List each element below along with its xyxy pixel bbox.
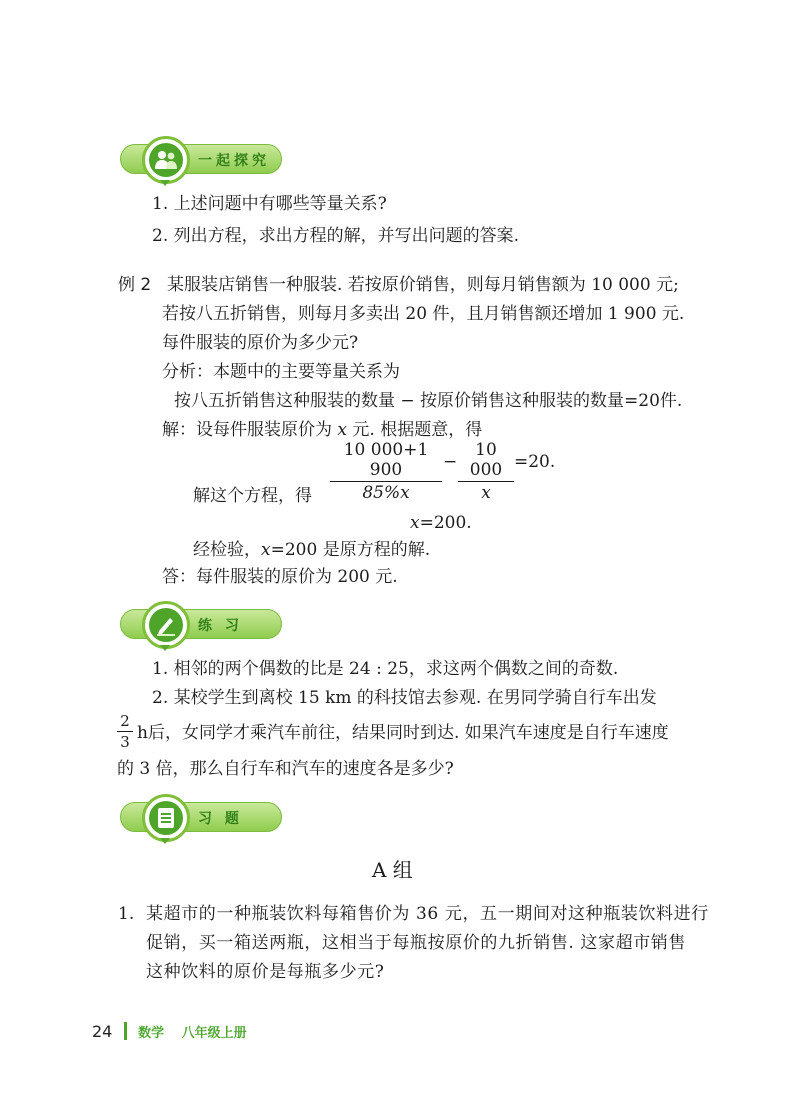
people-icon bbox=[142, 136, 190, 184]
exercise-1-line-3: 这种饮料的原价是每瓶多少元? bbox=[146, 962, 385, 982]
notebook-icon bbox=[142, 794, 190, 842]
example-problem-line-2: 若按八五折销售，则每月多卖出 20 件，且月销售额还增加 1 900 元. bbox=[162, 304, 685, 324]
practice-banner bbox=[120, 603, 282, 647]
exercises-banner bbox=[120, 796, 282, 840]
footer-subject: 数学 bbox=[138, 1026, 165, 1041]
equation-fraction-2: 10 000 x bbox=[458, 440, 514, 503]
pencil-icon bbox=[142, 601, 190, 649]
explore-question-2: 2. 列出方程，求出方程的解，并写出问题的答案. bbox=[152, 226, 520, 246]
example-label: 例 2 bbox=[118, 275, 152, 295]
practice-item-1: 1. 相邻的两个偶数的比是 24 : 25，求这两个偶数之间的奇数. bbox=[152, 659, 619, 679]
explore-banner-title: 一起探究 bbox=[198, 153, 270, 169]
page-number: 24 bbox=[92, 1022, 113, 1041]
practice-fraction: 2 3 bbox=[117, 712, 133, 751]
solve-text: 解这个方程，得 bbox=[193, 486, 312, 506]
exercise-1-number: 1. bbox=[118, 904, 135, 924]
example-problem-line-1: 某服装店销售一种服装. 若按原价销售，则每月销售额为 10 000 元; bbox=[167, 275, 679, 295]
exercise-1-line-2: 促销，买一箱送两瓶，这相当于每瓶按原价的九折销售. 这家超市销售 bbox=[146, 933, 687, 953]
analysis-text: 分析：本题中的主要等量关系为 bbox=[162, 362, 400, 382]
footer-book: 八年级上册 bbox=[181, 1026, 247, 1041]
example-problem-line-3: 每件服装的原价为多少元? bbox=[162, 333, 359, 353]
explore-banner bbox=[120, 138, 282, 182]
group-title: A 组 bbox=[372, 858, 413, 882]
explore-question-1: 1. 上述问题中有哪些等量关系? bbox=[152, 194, 387, 214]
check-text: 经检验，x=200 是原方程的解. bbox=[193, 540, 431, 560]
exercise-1-line-1: 某超市的一种瓶装饮料每箱售价为 36 元，五一期间对这种瓶装饮料进行 bbox=[146, 904, 709, 924]
footer-divider bbox=[124, 1022, 127, 1040]
solution-result: x=200. bbox=[410, 513, 472, 533]
relation-text: 按八五折销售这种服装的数量 − 按原价销售这种服装的数量=20件. bbox=[174, 391, 683, 411]
equation-fraction-1: 10 000+1 900 85%x bbox=[330, 440, 442, 503]
page-footer bbox=[92, 1022, 247, 1042]
practice-banner-title: 练 习 bbox=[198, 618, 243, 634]
practice-item-2-line-3: 的 3 倍，那么自行车和汽车的速度各是多少? bbox=[117, 759, 454, 779]
practice-item-2-line-2: h后，女同学才乘汽车前往，结果同时到达. 如果汽车速度是自行车速度 bbox=[137, 723, 669, 743]
equation-minus: − bbox=[443, 452, 458, 472]
exercises-banner-title: 习 题 bbox=[198, 811, 243, 827]
solution-setup: 解：设每件服装原价为 x 元. 根据题意，得 bbox=[162, 420, 483, 440]
answer-text: 答：每件服装的原价为 200 元. bbox=[162, 567, 398, 587]
equation-rhs: =20. bbox=[514, 452, 556, 472]
practice-item-2-line-1: 2. 某校学生到离校 15 km 的科技馆去参观. 在男同学骑自行车出发 bbox=[152, 688, 657, 708]
